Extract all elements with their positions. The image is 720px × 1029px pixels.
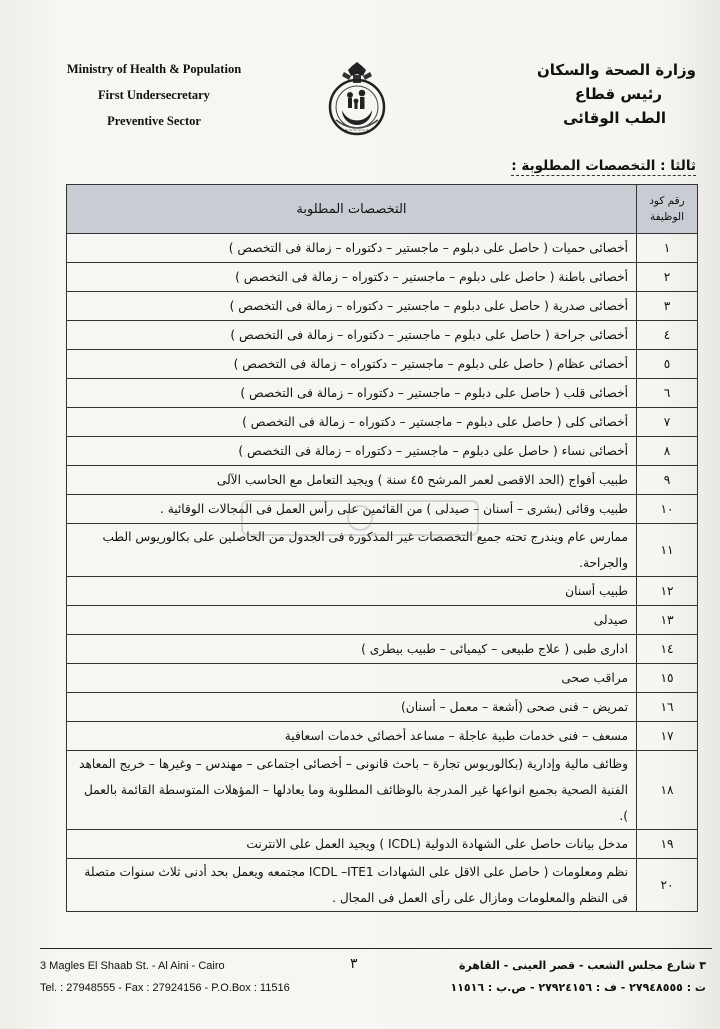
job-code: ١ [637,234,698,263]
table-row [67,263,698,292]
table-row [67,321,698,350]
job-code: ١٥ [637,664,698,693]
undersecretary-en: First Undersecretary [98,88,210,102]
specialties-table [66,184,698,912]
ministry-logo-icon [322,62,392,138]
footer-arabic [376,955,706,999]
job-code: ١٩ [637,830,698,859]
job-code: ١٦ [637,693,698,722]
job-code: ٩ [637,466,698,495]
job-code: ١٧ [637,722,698,751]
job-code: ٢ [637,263,698,292]
table-row [67,664,698,693]
job-specialty: أخصائى كلى ( حاصل على دبلوم – ماجستير – دكتوراه – زمالة فى التخصص ) [67,408,637,437]
sector-ar: الطب الوقائى [563,109,666,127]
job-specialty: ممارس عام ويندرج تحته جميع التخصصات غير المذكورة فى الجدول من الحاصلين على بكالوريوس الطب والجراحة. [67,524,637,577]
table-row [67,830,698,859]
table-row [67,437,698,466]
table-row [67,350,698,379]
footer-address-ar: ٣ شارع مجلس الشعب - قصر العينى - القاهرة [458,959,706,972]
job-code: ٧ [637,408,698,437]
job-code: ١٨ [637,751,698,830]
ministry-name-en: Ministry of Health & Population [66,62,242,76]
job-code: ١٣ [637,606,698,635]
table-row [67,635,698,664]
ministry-name-ar: وزارة الصحة والسكان [536,61,696,79]
footer-english [40,955,360,999]
job-specialty: أخصائى عظام ( حاصل على دبلوم – ماجستير – دكتوراه – زمالة فى التخصص ) [67,350,637,379]
job-code: ٦ [637,379,698,408]
job-specialty: أخصائى باطنة ( حاصل على دبلوم – ماجستير – دكتوراه – زمالة فى التخصص ) [67,263,637,292]
svg-text:~~~~~~~~: ~~~~~~~~ [340,128,374,134]
job-specialty: أخصائى حميات ( حاصل على دبلوم – ماجستير – دكتوراه – زمالة فى التخصص ) [67,234,637,263]
job-code: ٢٠ [637,859,698,912]
footer-divider [40,948,712,949]
column-header-code: رقم كود الوظيفة [637,185,698,234]
job-code: ٤ [637,321,698,350]
table-row [67,292,698,321]
job-specialty: تمريض – فنى صحى (أشعة – معمل – أسنان) [67,693,637,722]
job-code: ١١ [637,524,698,577]
header-english [34,56,274,134]
header-arabic [476,58,696,130]
job-specialty: أخصائى قلب ( حاصل على دبلوم – ماجستير – دكتوراه – زمالة فى التخصص ) [67,379,637,408]
table-row [67,495,698,524]
section-title: ثالثا : التخصصات المطلوبة : [511,158,696,174]
job-specialty: أخصائى نساء ( حاصل على دبلوم – ماجستير – دكتوراه – زمالة فى التخصص ) [67,437,637,466]
sector-en: Preventive Sector [107,114,201,128]
job-specialty: وظائف مالية وإدارية (بكالوريوس تجارة – باحث قانونى – أخصائى اجتماعى – مهندس – وغيرها – خريج المعاهد الفنية الصحية بجميع انواعها غير المدرجة بالوظائف المطلوبة وما يعادلها – المؤهلات المتوسطة القائمة بالعمل ). [67,751,637,830]
table-row [67,466,698,495]
table-row [67,379,698,408]
job-specialty: ادارى طبى ( علاج طبيعى – كيميائى – طبيب بيطرى ) [67,635,637,664]
table-row [67,722,698,751]
table-row [67,577,698,606]
job-specialty: صيدلى [67,606,637,635]
table-row [67,606,698,635]
job-specialty: نظم ومعلومات ( حاصل على الاقل على الشهادات ICDL –ITE1 مجتمعه ويعمل بحد أدنى ثلاث سنوات متصلة فى النظم والمعلومات ومازال على رأى العمل فى المجال . [67,859,637,912]
table-row [67,408,698,437]
table-row [67,234,698,263]
table-row [67,751,698,830]
job-specialty: مراقب صحى [67,664,637,693]
job-code: ٣ [637,292,698,321]
undersecretary-ar: رئيس قطاع [574,85,662,103]
job-code: ١٤ [637,635,698,664]
job-specialty: طبيب أفواج (الحد الاقصى لعمر المرشح ٤٥ سنة ) ويجيد التعامل مع الحاسب الآلى [67,466,637,495]
footer-contact-ar: ت : ٢٧٩٤٨٥٥٥ - ف : ٢٧٩٢٤١٥٦ - ص.ب : ١١٥١٦ [450,981,706,994]
table-row [67,693,698,722]
footer-address-en: 3 Magles El Shaab St. - Al Aini - Cairo [40,960,225,972]
job-specialty: أخصائى صدرية ( حاصل على دبلوم – ماجستير – دكتوراه – زمالة فى التخصص ) [67,292,637,321]
job-code: ١٢ [637,577,698,606]
page-number: ٣ [350,956,358,972]
job-specialty: مدخل بيانات حاصل على الشهادة الدولية (ICDL ) ويجيد العمل على الانترنت [67,830,637,859]
job-code: ٥ [637,350,698,379]
job-specialty: أخصائى جراحة ( حاصل على دبلوم – ماجستير – دكتوراه – زمالة فى التخصص ) [67,321,637,350]
table-row [67,524,698,577]
column-header-specialty: التخصصات المطلوبة [67,185,637,234]
job-specialty: طبيب وقائى (بشرى – أسنان – صيدلى ) من القائمين على رأس العمل فى المجالات الوقائية . [67,495,637,524]
table-header-row [67,185,698,234]
footer-contact-en: Tel. : 27948555 - Fax : 27924156 - P.O.Box : 11516 [40,982,290,994]
job-code: ١٠ [637,495,698,524]
job-code: ٨ [637,437,698,466]
job-specialty: طبيب أسنان [67,577,637,606]
job-specialty: مسعف – فنى خدمات طبية عاجلة – مساعد أخصائى خدمات اسعافية [67,722,637,751]
table-row [67,859,698,912]
